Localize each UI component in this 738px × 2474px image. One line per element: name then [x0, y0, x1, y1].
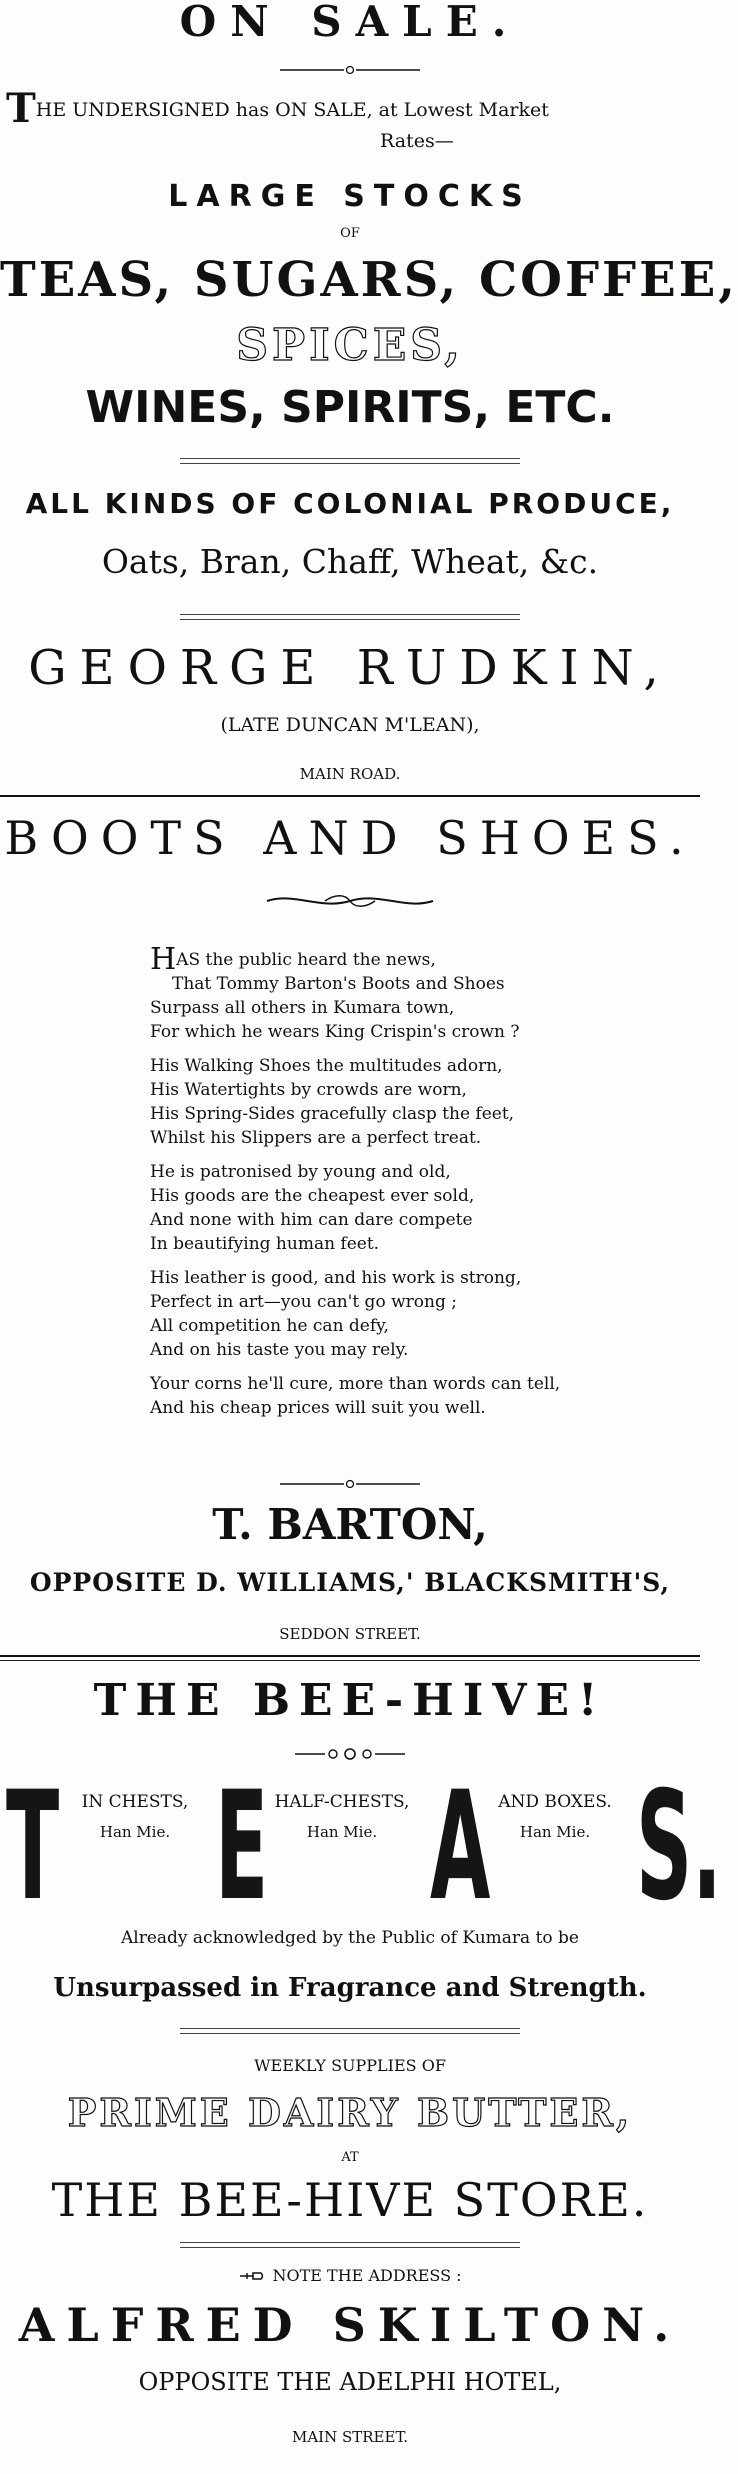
pointing-hand-icon — [239, 2269, 265, 2283]
poem-line-text: His goods are the cheapest ever sold, — [150, 1186, 475, 1206]
poem-line-text: His Walking Shoes the multitudes adorn, — [150, 1056, 503, 1076]
poem-line-text: And on his taste you may rely. — [150, 1340, 409, 1360]
teas-letter: S. — [636, 1760, 722, 1934]
section-rule — [0, 1660, 700, 1661]
of-line: OF — [340, 226, 360, 241]
main-street-line: MAIN STREET. — [291, 2428, 409, 2446]
oats-line: Oats, Bran, Chaff, Wheat, &c. — [101, 542, 599, 581]
poem-line — [150, 1232, 570, 1256]
large-stocks-line: LARGE STOCKS — [168, 179, 532, 214]
poem-line — [150, 1396, 570, 1420]
chests-brand: Han Mie. — [99, 1823, 171, 1841]
seddon-street-line: SEDDON STREET. — [279, 1625, 421, 1643]
bee-hive-store-line: THE BEE-HIVE STORE. — [51, 2173, 649, 2227]
teas-letter: T — [6, 1760, 60, 1934]
teas-sugars-coffee-line: TEAS, SUGARS, COFFEE, — [0, 252, 738, 308]
unsurpassed-line: Unsurpassed in Fragrance and Strength. — [53, 1973, 647, 2003]
intro-text — [6, 85, 696, 132]
poem-line-text: His Watertights by crowds are worn, — [150, 1080, 467, 1100]
prime-dairy-butter-line: PRIME DAIRY BUTTER, — [67, 2090, 633, 2135]
rule-ornament — [0, 1474, 700, 1493]
poem-line-text: AS the public heard the news, — [176, 950, 436, 970]
poem-line-text: His leather is good, and his work is strong, — [150, 1268, 522, 1288]
poem-line — [150, 1314, 570, 1338]
poem-line-text: In beautifying human feet. — [150, 1234, 380, 1254]
bee-hive-heading: THE BEE-HIVE! — [93, 1675, 607, 1726]
poem-line-text: His Spring-Sides gracefully clasp the feet, — [150, 1104, 515, 1124]
teas-letter: E — [215, 1760, 269, 1934]
half-chests-label: HALF-CHESTS, — [274, 1792, 410, 1812]
opposite-williams-line: OPPOSITE D. WILLIAMS,' BLACKSMITH'S, — [29, 1568, 671, 1597]
t-barton-name: T. BARTON, — [212, 1500, 488, 1549]
teas-letter: A — [430, 1760, 491, 1934]
late-duncan-line: (LATE DUNCAN M'LEAN), — [220, 714, 480, 736]
chests-column — [60, 1790, 210, 1844]
section-rule — [0, 795, 700, 797]
flourish-icon — [265, 890, 435, 912]
poem-line — [150, 972, 570, 996]
half-chests-brand: Han Mie. — [306, 1823, 378, 1841]
poem-line — [150, 1102, 570, 1126]
at-line: AT — [341, 2150, 359, 2165]
alfred-skilton-name: ALFRED SKILTON. — [18, 2298, 682, 2352]
poem-line — [150, 1020, 570, 1044]
half-chests-column — [262, 1790, 422, 1844]
poem-line — [150, 996, 570, 1020]
poem-line-text: Whilst his Slippers are a perfect treat. — [150, 1128, 482, 1148]
poem-line — [150, 1266, 570, 1290]
double-rule — [180, 2028, 520, 2034]
stanza-gap — [150, 1256, 570, 1266]
boxes-label: AND BOXES. — [498, 1792, 612, 1812]
circle-rule-icon — [280, 65, 420, 75]
wines-spirits-line: WINES, SPIRITS, ETC. — [85, 382, 615, 433]
on-sale-heading: ON SALE. — [179, 0, 521, 46]
double-rule — [180, 2242, 520, 2248]
stanza-gap — [150, 1362, 570, 1372]
poem-line-text: All competition he can defy, — [150, 1316, 389, 1336]
circle-rule-icon — [280, 1479, 420, 1489]
poem-line — [150, 1160, 570, 1184]
boxes-brand: Han Mie. — [519, 1823, 591, 1841]
poem-line-text: Your corns he'll cure, more than words can tell, — [150, 1374, 561, 1394]
poem-line-text: And none with him can dare compete — [150, 1210, 473, 1230]
main-road-line: MAIN ROAD. — [299, 765, 401, 783]
poem-line — [150, 1126, 570, 1150]
intro-dropcap: T — [6, 85, 36, 132]
scroll-ornament-icon — [295, 1747, 405, 1761]
poem-line — [150, 1372, 570, 1396]
george-rudkin-name: GEORGE RUDKIN, — [28, 640, 672, 696]
double-rule — [180, 614, 520, 620]
chests-label: IN CHESTS, — [81, 1792, 189, 1812]
rule-ornament — [0, 60, 700, 79]
poem-dropcap: H — [150, 942, 177, 977]
acknowledged-line: Already acknowledged by the Public of Kumara to be — [121, 1928, 579, 1948]
section-rule — [0, 1655, 700, 1657]
poem — [150, 942, 570, 1420]
colonial-produce-line: ALL KINDS OF COLONIAL PRODUCE, — [25, 487, 675, 520]
poem-line-text: And his cheap prices will suit you well. — [150, 1398, 486, 1418]
poem-line — [150, 1290, 570, 1314]
stanza-gap — [150, 1150, 570, 1160]
opposite-adelphi-line: OPPOSITE THE ADELPHI HOTEL, — [138, 2368, 562, 2396]
double-rule — [180, 458, 520, 464]
poem-line — [150, 942, 570, 977]
note-address-line — [0, 2266, 700, 2285]
intro-text-line1: HE UNDERSIGNED has ON SALE, at Lowest Market — [35, 99, 549, 121]
poem-line — [150, 1054, 570, 1078]
scroll-ornament — [0, 1746, 700, 1765]
poem-line-text: He is patronised by young and old, — [150, 1162, 451, 1182]
weekly-supplies-line: WEEKLY SUPPLIES OF — [254, 2056, 446, 2075]
stanza-gap — [150, 1044, 570, 1054]
poem-line — [150, 1208, 570, 1232]
poem-line-text: That Tommy Barton's Boots and Shoes — [172, 974, 505, 994]
note-address-text: NOTE THE ADDRESS : — [272, 2266, 462, 2285]
poem-line — [150, 1078, 570, 1102]
flourish-ornament — [0, 890, 700, 916]
poem-line-text: For which he wears King Crispin's crown ? — [150, 1022, 520, 1042]
poem-line — [150, 1184, 570, 1208]
poem-line-text: Surpass all others in Kumara town, — [150, 998, 455, 1018]
intro-text-line2: Rates— — [380, 130, 454, 152]
boxes-column — [480, 1790, 630, 1844]
poem-line-text: Perfect in art—you can't go wrong ; — [150, 1292, 457, 1312]
spices-line: SPICES, — [236, 320, 464, 371]
boots-and-shoes-heading: BOOTS AND SHOES. — [4, 811, 696, 865]
poem-line — [150, 1338, 570, 1362]
